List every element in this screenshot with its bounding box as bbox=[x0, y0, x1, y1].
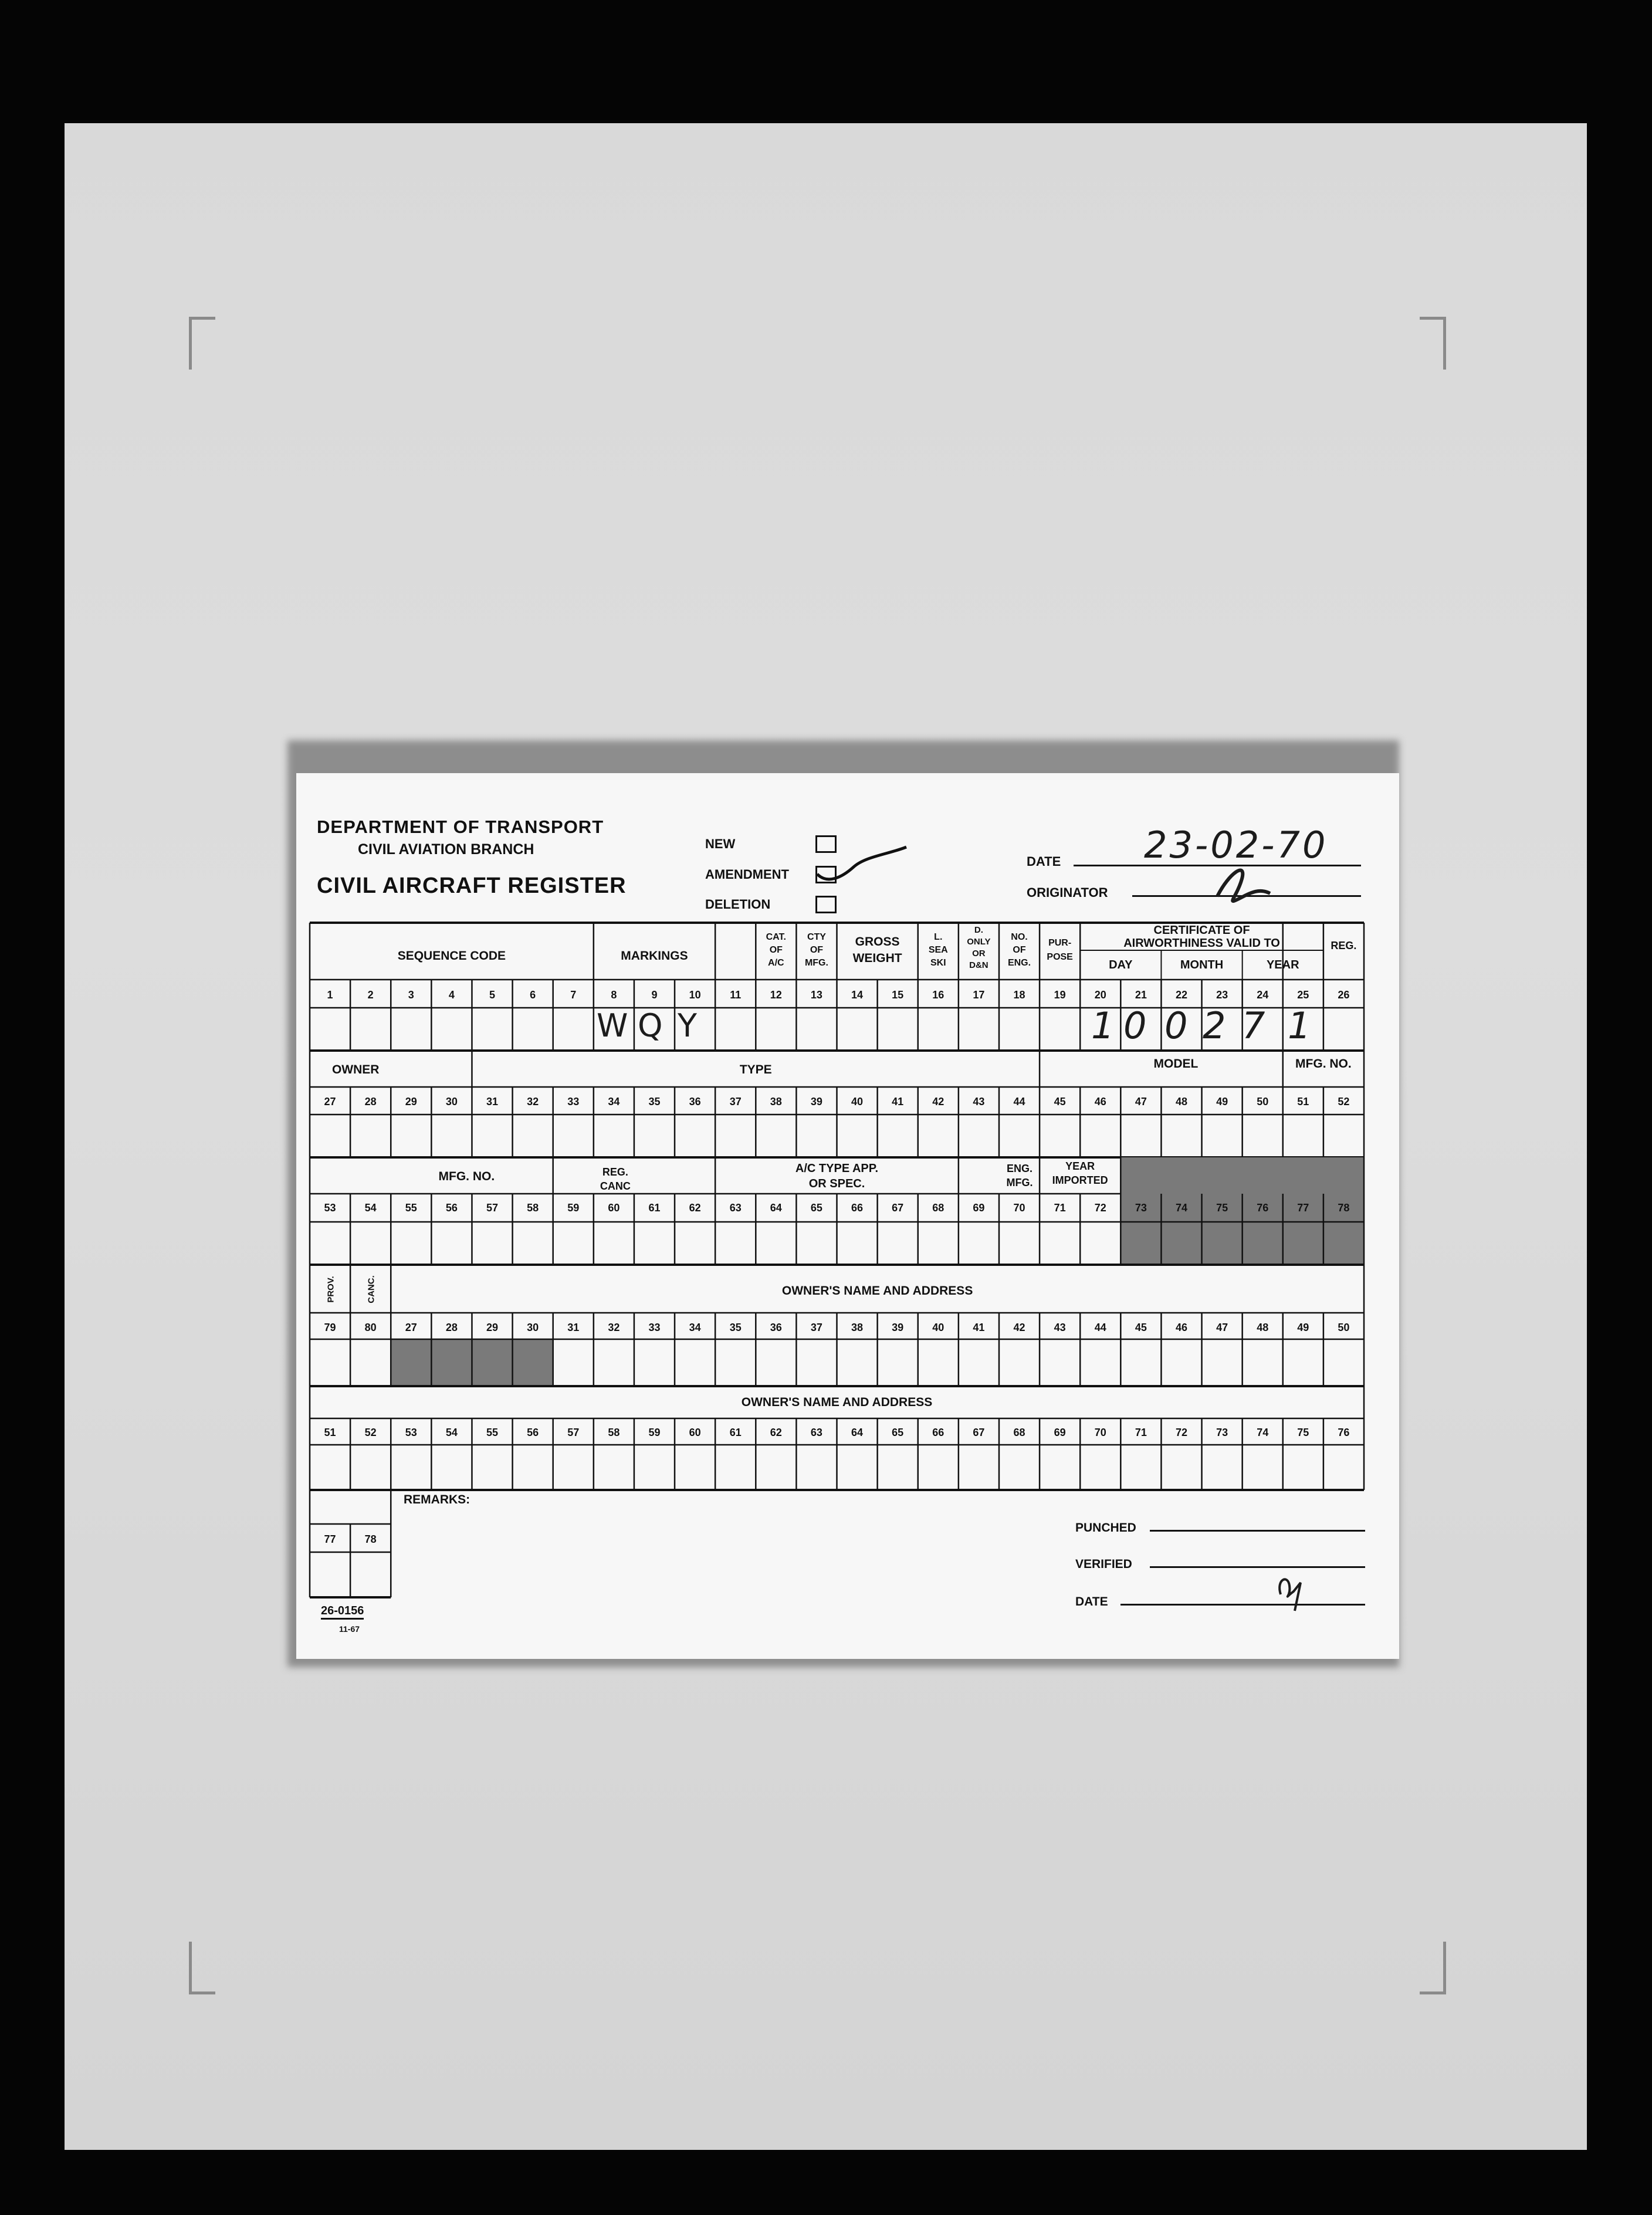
column-number: 6 bbox=[530, 989, 536, 1001]
header-l-sea-ski: SEA bbox=[928, 945, 948, 955]
header-ac-type: A/C TYPE APP. bbox=[795, 1162, 879, 1175]
column-number: 58 bbox=[608, 1427, 620, 1438]
date-value[interactable]: 23-02-70 bbox=[1144, 824, 1328, 866]
header-gross-weight: WEIGHT bbox=[852, 951, 902, 965]
header-cty-of-mfg: MFG. bbox=[804, 958, 828, 968]
column-number: 42 bbox=[932, 1096, 945, 1108]
column-number: 54 bbox=[364, 1202, 377, 1214]
column-number: 44 bbox=[1013, 1096, 1025, 1108]
validity-year-2[interactable]: 1 bbox=[1288, 1004, 1311, 1047]
header-reg: REG. bbox=[1331, 940, 1357, 951]
branch-title: CIVIL AVIATION BRANCH bbox=[358, 841, 534, 858]
column-number: 69 bbox=[1054, 1427, 1066, 1438]
header-prov: PROV. bbox=[326, 1276, 336, 1303]
header-ac-type: OR SPEC. bbox=[808, 1177, 865, 1190]
column-number: 51 bbox=[324, 1427, 336, 1438]
column-number: 56 bbox=[445, 1202, 458, 1214]
header-year-imported: IMPORTED bbox=[1052, 1174, 1108, 1186]
header-day: DAY bbox=[1109, 959, 1133, 971]
column-number: 55 bbox=[405, 1202, 417, 1214]
column-number: 57 bbox=[567, 1427, 580, 1438]
column-number: 41 bbox=[892, 1096, 904, 1108]
header-cat-of-ac: A/C bbox=[768, 958, 784, 968]
column-number: 35 bbox=[648, 1096, 661, 1108]
column-number: 52 bbox=[364, 1427, 377, 1438]
column-number: 49 bbox=[1297, 1322, 1309, 1333]
column-number: 62 bbox=[770, 1427, 782, 1438]
header-no-of-eng: ENG. bbox=[1007, 958, 1031, 968]
column-number: 73 bbox=[1135, 1202, 1147, 1214]
column-number: 56 bbox=[527, 1427, 539, 1438]
header-d-only: D&N bbox=[969, 960, 989, 970]
footer-date-label: DATE bbox=[1075, 1595, 1108, 1608]
deletion-label: DELETION bbox=[705, 897, 771, 912]
header-d-only: D. bbox=[974, 925, 983, 935]
header-no-of-eng: NO. bbox=[1011, 932, 1028, 942]
column-number: 64 bbox=[770, 1202, 782, 1214]
crop-mark bbox=[1420, 1942, 1446, 1994]
column-number: 15 bbox=[892, 989, 904, 1001]
column-number: 51 bbox=[1297, 1096, 1309, 1108]
header-d-only: OR bbox=[972, 949, 986, 959]
header-owner: OWNER bbox=[331, 1063, 380, 1076]
column-number: 48 bbox=[1257, 1322, 1269, 1333]
column-number: 80 bbox=[364, 1322, 377, 1333]
column-number: 30 bbox=[445, 1096, 458, 1108]
crop-mark bbox=[1420, 317, 1446, 370]
column-number: 46 bbox=[1175, 1322, 1187, 1333]
column-number: 45 bbox=[1054, 1096, 1066, 1108]
column-number: 46 bbox=[1094, 1096, 1106, 1108]
crop-mark bbox=[189, 1942, 215, 1994]
column-number: 3 bbox=[408, 989, 414, 1001]
column-number: 45 bbox=[1135, 1322, 1147, 1333]
header-reg-canc: REG. bbox=[602, 1166, 628, 1178]
column-number: 66 bbox=[851, 1202, 864, 1214]
header-year-imported: YEAR bbox=[1065, 1160, 1095, 1172]
column-number: 39 bbox=[810, 1096, 822, 1108]
column-number: 48 bbox=[1175, 1096, 1187, 1108]
column-number: 24 bbox=[1257, 989, 1269, 1001]
punched-label: PUNCHED bbox=[1075, 1521, 1136, 1535]
crop-mark bbox=[189, 317, 215, 370]
column-number: 33 bbox=[648, 1322, 661, 1333]
column-number: 38 bbox=[851, 1322, 864, 1333]
column-number: 49 bbox=[1216, 1096, 1228, 1108]
form-date: 11-67 bbox=[339, 1624, 360, 1634]
column-number: 67 bbox=[892, 1202, 904, 1214]
column-number: 61 bbox=[648, 1202, 661, 1214]
header-certificate: AIRWORTHINESS VALID TO bbox=[1123, 937, 1280, 950]
column-number: 76 bbox=[1338, 1427, 1350, 1438]
header-l-sea-ski: L. bbox=[934, 932, 943, 942]
column-number: 14 bbox=[851, 989, 864, 1001]
column-number: 19 bbox=[1054, 989, 1066, 1001]
column-number: 53 bbox=[405, 1427, 417, 1438]
column-number: 75 bbox=[1297, 1427, 1309, 1438]
column-number: 69 bbox=[973, 1202, 985, 1214]
column-number: 61 bbox=[729, 1427, 742, 1438]
new-label: NEW bbox=[705, 836, 736, 851]
column-number: 50 bbox=[1257, 1096, 1269, 1108]
header-d-only: ONLY bbox=[967, 937, 991, 947]
column-number: 20 bbox=[1094, 989, 1106, 1001]
header-year: YEAR bbox=[1266, 959, 1299, 971]
column-number: 36 bbox=[770, 1322, 782, 1333]
header-gross-weight: GROSS bbox=[855, 935, 900, 949]
column-number: 64 bbox=[851, 1427, 864, 1438]
column-number: 42 bbox=[1013, 1322, 1025, 1333]
column-number: 76 bbox=[1257, 1202, 1269, 1214]
column-number: 73 bbox=[1216, 1427, 1228, 1438]
column-number: 41 bbox=[973, 1322, 985, 1333]
column-number: 68 bbox=[932, 1202, 945, 1214]
marking-char-10[interactable]: Y bbox=[678, 1007, 697, 1044]
header-canc: CANC. bbox=[366, 1275, 377, 1303]
remarks-label: REMARKS: bbox=[404, 1493, 470, 1506]
column-number: 57 bbox=[486, 1202, 499, 1214]
register-card bbox=[296, 773, 1399, 1659]
column-number: 59 bbox=[648, 1427, 661, 1438]
column-number: 34 bbox=[608, 1096, 620, 1108]
column-number: 32 bbox=[527, 1096, 539, 1108]
column-number: 12 bbox=[770, 989, 782, 1001]
department-title: DEPARTMENT OF TRANSPORT bbox=[317, 817, 604, 837]
column-number: 27 bbox=[324, 1096, 336, 1108]
column-number: 72 bbox=[1175, 1427, 1187, 1438]
column-number: 40 bbox=[932, 1322, 945, 1333]
column-number: 37 bbox=[810, 1322, 822, 1333]
column-number: 70 bbox=[1094, 1427, 1106, 1438]
column-number: 11 bbox=[730, 989, 742, 1001]
column-number: 72 bbox=[1094, 1202, 1106, 1214]
header-l-sea-ski: SKI bbox=[930, 958, 946, 968]
column-number: 60 bbox=[689, 1427, 701, 1438]
column-number: 26 bbox=[1338, 989, 1350, 1001]
column-number: 58 bbox=[527, 1202, 539, 1214]
column-number: 65 bbox=[892, 1427, 904, 1438]
header-sequence-code: SEQUENCE CODE bbox=[397, 949, 506, 963]
header-eng-mfg: ENG. bbox=[1006, 1163, 1032, 1174]
column-number: 40 bbox=[851, 1096, 864, 1108]
date-initial-icon bbox=[296, 773, 1399, 1659]
header-eng-mfg: MFG. bbox=[1006, 1177, 1033, 1188]
column-number: 77 bbox=[1297, 1202, 1309, 1214]
column-number: 16 bbox=[932, 989, 945, 1001]
originator-label: ORIGINATOR bbox=[1027, 885, 1108, 900]
date-label: DATE bbox=[1027, 854, 1061, 869]
column-number: 18 bbox=[1013, 989, 1025, 1001]
header-reg-canc: CANC bbox=[600, 1180, 631, 1192]
validity-year-1[interactable]: 7 bbox=[1242, 1004, 1265, 1047]
column-number: 47 bbox=[1216, 1322, 1228, 1333]
validity-month-2[interactable]: 2 bbox=[1203, 1004, 1226, 1047]
column-number: 8 bbox=[611, 989, 617, 1001]
form-number: 26-0156 bbox=[321, 1605, 364, 1620]
column-number: 38 bbox=[770, 1096, 782, 1108]
column-number: 29 bbox=[486, 1322, 499, 1333]
column-number: 39 bbox=[892, 1322, 904, 1333]
header-markings: MARKINGS bbox=[621, 949, 688, 963]
header-model: MODEL bbox=[1153, 1057, 1199, 1071]
column-number: 43 bbox=[973, 1096, 985, 1108]
column-number: 28 bbox=[364, 1096, 377, 1108]
column-number: 78 bbox=[1338, 1202, 1350, 1214]
column-number: 31 bbox=[567, 1322, 580, 1333]
header-cty-of-mfg: CTY bbox=[807, 932, 826, 942]
column-number: 74 bbox=[1257, 1427, 1269, 1438]
column-number: 53 bbox=[324, 1202, 336, 1214]
column-number: 25 bbox=[1297, 989, 1309, 1001]
column-number: 62 bbox=[689, 1202, 701, 1214]
validity-day-1[interactable]: 1 bbox=[1091, 1004, 1115, 1047]
column-number: 22 bbox=[1175, 989, 1187, 1001]
column-number: 60 bbox=[608, 1202, 620, 1214]
column-number: 79 bbox=[324, 1322, 336, 1333]
column-number: 35 bbox=[729, 1322, 742, 1333]
amendment-label: AMENDMENT bbox=[705, 867, 789, 882]
register-title: CIVIL AIRCRAFT REGISTER bbox=[317, 873, 627, 898]
column-number: 10 bbox=[689, 989, 701, 1001]
header-cat-of-ac: OF bbox=[769, 945, 783, 955]
column-number: 36 bbox=[689, 1096, 701, 1108]
column-number: 66 bbox=[932, 1427, 945, 1438]
column-number: 63 bbox=[729, 1202, 742, 1214]
header-mfg-no-2: MFG. NO. bbox=[438, 1170, 495, 1183]
marking-char-8[interactable]: W bbox=[597, 1007, 628, 1044]
validity-day-2[interactable]: 0 bbox=[1123, 1004, 1147, 1047]
column-number: 71 bbox=[1054, 1202, 1066, 1214]
column-number: 27 bbox=[405, 1322, 417, 1333]
header-purpose: POSE bbox=[1047, 952, 1073, 962]
header-certificate: CERTIFICATE OF bbox=[1153, 924, 1250, 937]
column-number: 21 bbox=[1135, 989, 1147, 1001]
column-number: 74 bbox=[1175, 1202, 1187, 1214]
column-number: 78 bbox=[364, 1533, 377, 1545]
column-number: 77 bbox=[324, 1533, 336, 1545]
header-no-of-eng: OF bbox=[1013, 945, 1026, 955]
column-number: 23 bbox=[1216, 989, 1228, 1001]
column-number: 44 bbox=[1094, 1322, 1106, 1333]
header-mfg-no: MFG. NO. bbox=[1295, 1057, 1352, 1071]
column-number: 50 bbox=[1338, 1322, 1350, 1333]
column-number: 32 bbox=[608, 1322, 620, 1333]
column-number: 17 bbox=[973, 989, 985, 1001]
column-number: 54 bbox=[445, 1427, 458, 1438]
column-number: 63 bbox=[810, 1427, 822, 1438]
header-month: MONTH bbox=[1180, 959, 1224, 971]
header-cat-of-ac: CAT. bbox=[766, 932, 787, 942]
column-number: 70 bbox=[1013, 1202, 1025, 1214]
column-number: 13 bbox=[810, 989, 822, 1001]
column-number: 71 bbox=[1135, 1427, 1147, 1438]
column-number: 5 bbox=[489, 989, 496, 1001]
header-type: TYPE bbox=[739, 1063, 772, 1076]
marking-char-9[interactable]: Q bbox=[638, 1007, 663, 1044]
column-number: 55 bbox=[486, 1427, 499, 1438]
column-number: 4 bbox=[448, 989, 455, 1001]
header-owner-name: OWNER'S NAME AND ADDRESS bbox=[781, 1284, 973, 1298]
column-number: 30 bbox=[527, 1322, 539, 1333]
column-number: 59 bbox=[567, 1202, 580, 1214]
column-number: 29 bbox=[405, 1096, 417, 1108]
column-number: 65 bbox=[810, 1202, 822, 1214]
header-owner-name-2: OWNER'S NAME AND ADDRESS bbox=[741, 1396, 933, 1409]
column-number: 68 bbox=[1013, 1427, 1025, 1438]
column-number: 43 bbox=[1054, 1322, 1066, 1333]
column-number: 52 bbox=[1338, 1096, 1350, 1108]
header-purpose: PUR- bbox=[1048, 938, 1072, 948]
column-number: 9 bbox=[651, 989, 658, 1001]
column-number: 2 bbox=[367, 989, 374, 1001]
validity-month-1[interactable]: 0 bbox=[1164, 1004, 1188, 1047]
column-number: 33 bbox=[567, 1096, 580, 1108]
verified-label: VERIFIED bbox=[1075, 1557, 1132, 1571]
column-number: 37 bbox=[729, 1096, 742, 1108]
column-number: 34 bbox=[689, 1322, 701, 1333]
column-number: 67 bbox=[973, 1427, 985, 1438]
header-cty-of-mfg: OF bbox=[810, 945, 824, 955]
column-number: 28 bbox=[445, 1322, 458, 1333]
column-number: 7 bbox=[570, 989, 577, 1001]
column-number: 75 bbox=[1216, 1202, 1228, 1214]
column-number: 47 bbox=[1135, 1096, 1147, 1108]
column-number: 1 bbox=[327, 989, 333, 1001]
column-number: 31 bbox=[486, 1096, 499, 1108]
